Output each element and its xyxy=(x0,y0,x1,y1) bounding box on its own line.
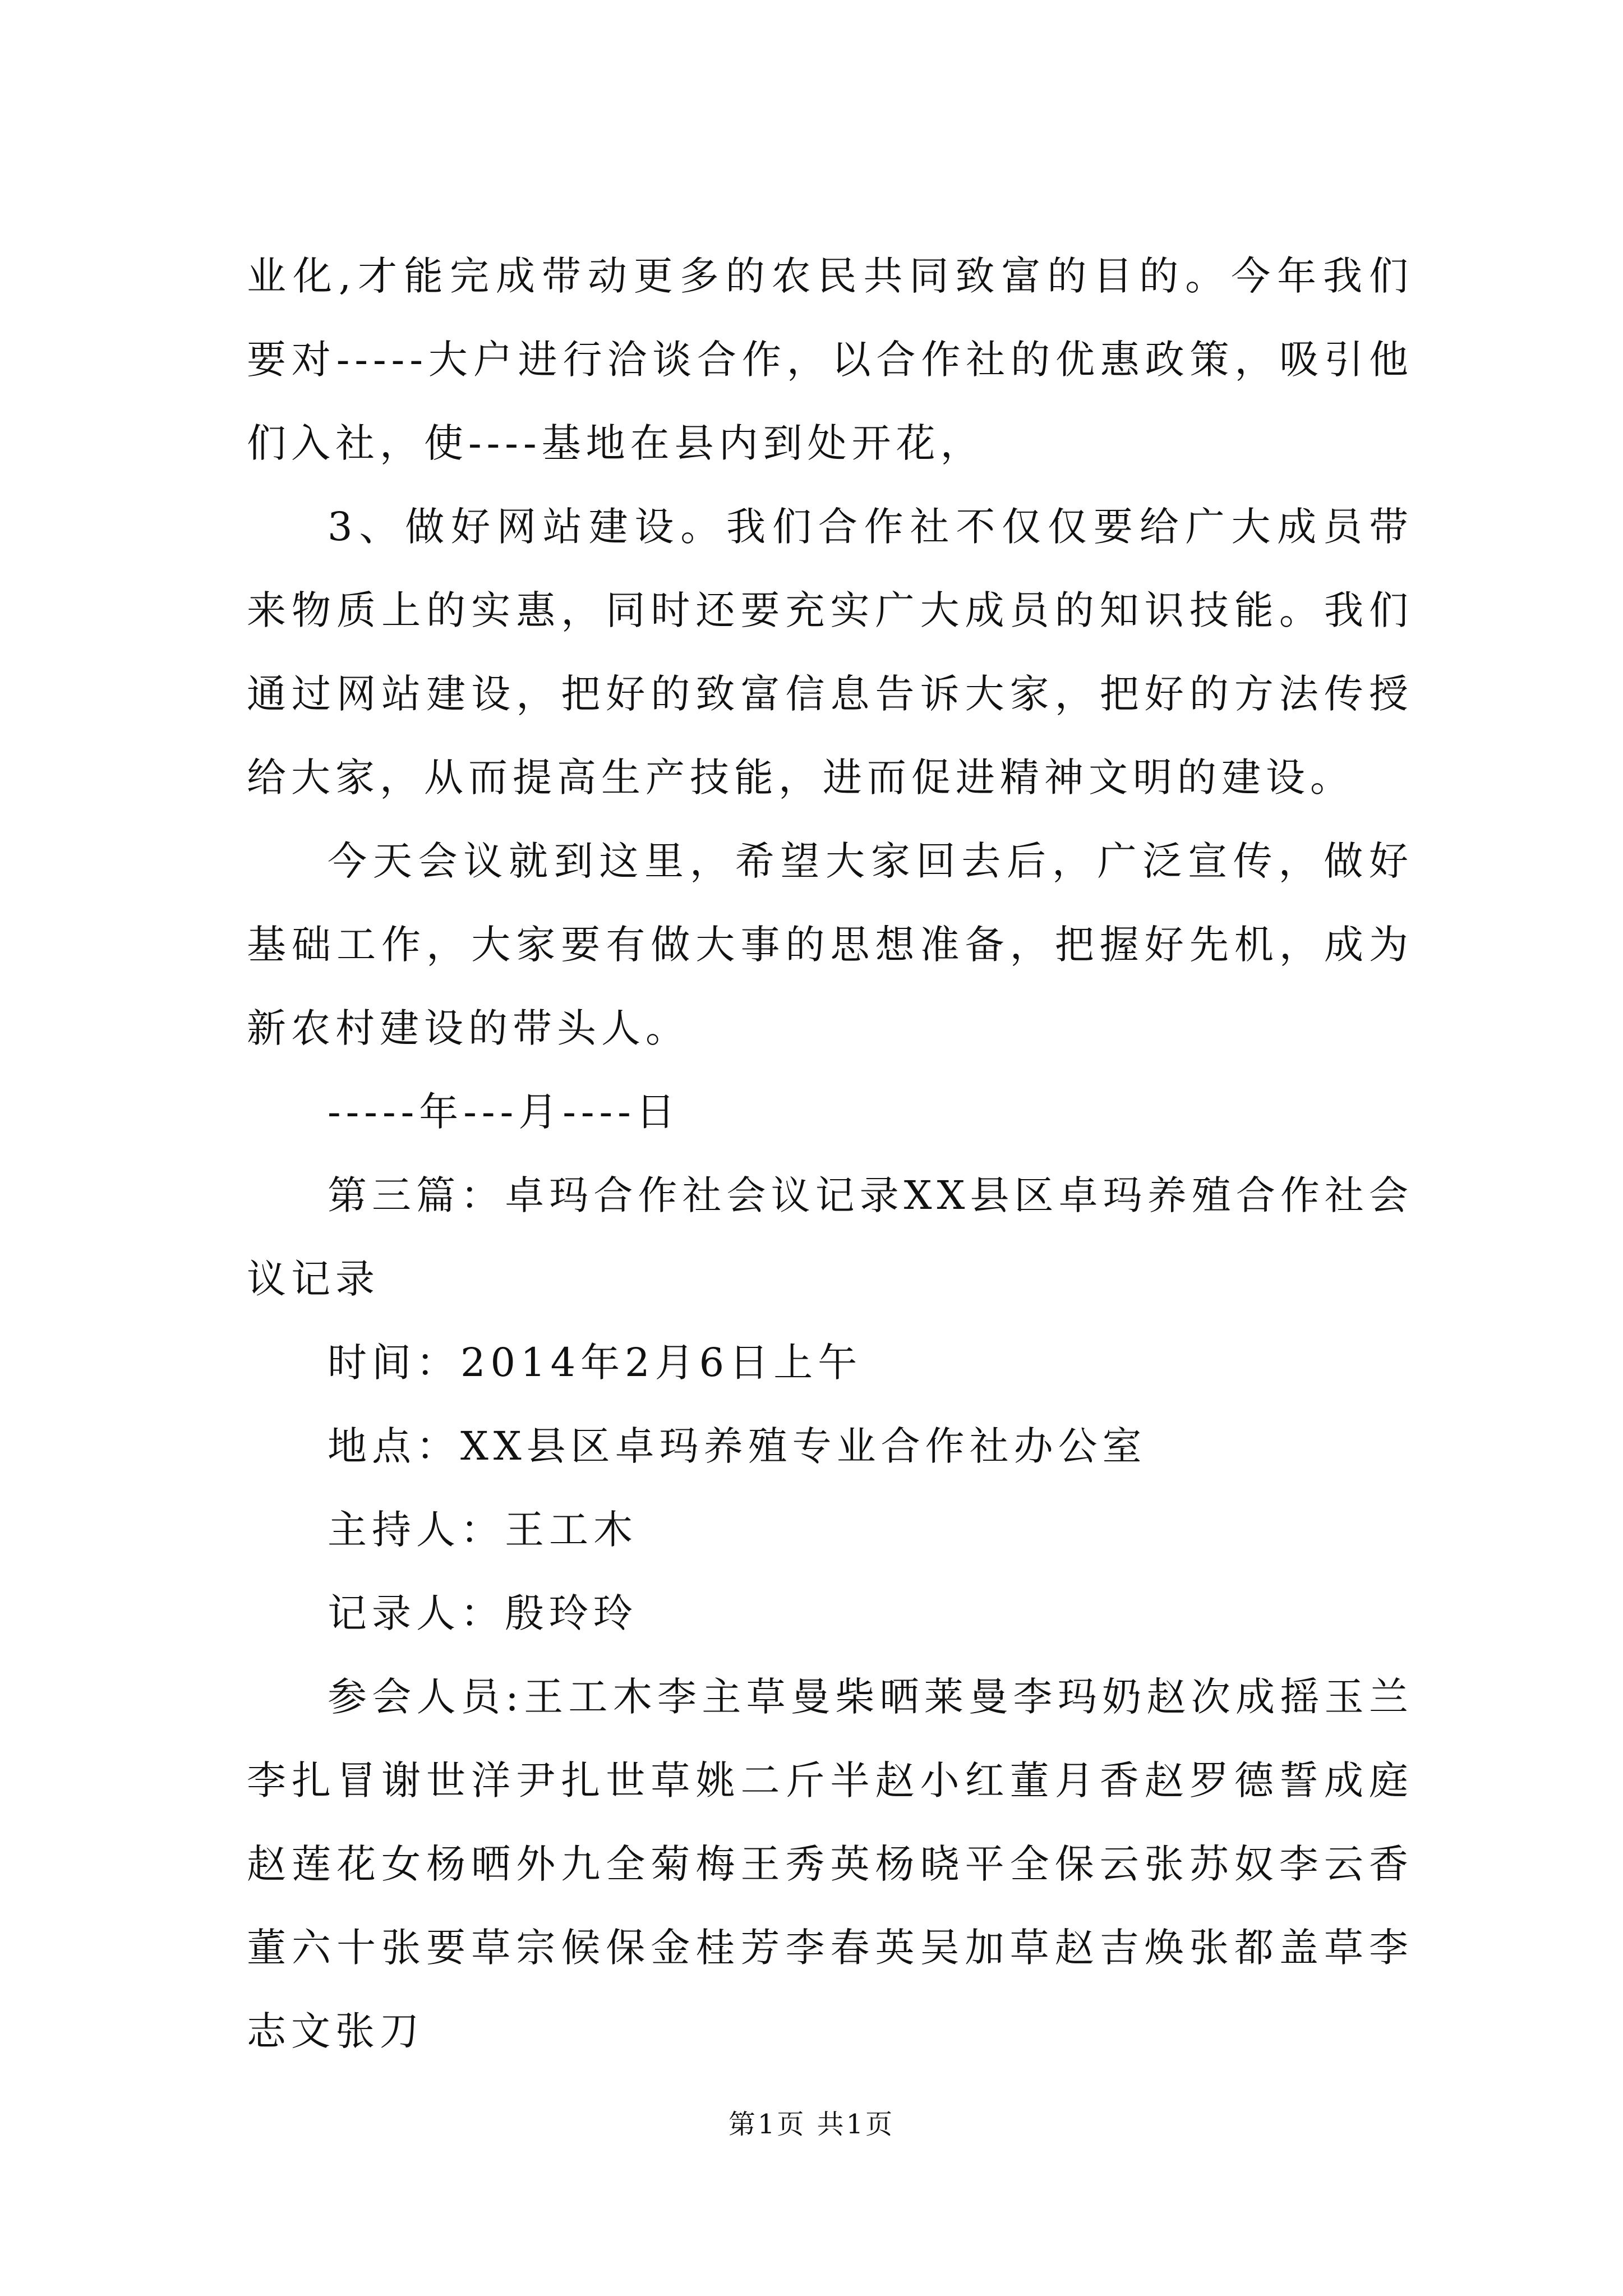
meeting-location: 地点：XX县区卓玛养殖专业合作社办公室 xyxy=(328,1423,1147,1469)
body-paragraph-1: 业化,才能完成带动更多的农民共同致富的目的。今年我们要对-----大户进行洽谈合作，以合作社的优惠政策，吸引他们入社，使----基地在县内到处开花， xyxy=(247,253,1413,466)
meeting-recorder: 记录人：殷玲玲 xyxy=(328,1590,638,1636)
page-footer: 第1页 共1页 xyxy=(728,2109,895,2140)
meeting-host: 主持人：王工木 xyxy=(328,1507,638,1553)
attendees-list: 参会人员:王工木李主草曼柴晒莱曼李玛奶赵次成摇玉兰李扎冒谢世洋尹扎世草姚二斤半赵小红董月香赵罗德誓成庭赵莲花女杨晒外九全菊梅王秀英杨晓平全保云张苏奴李云香董六十张要草宗候保金桂芳李春英吴加草赵吉焕张都盖草李志文张刀 xyxy=(247,1674,1413,2054)
section-title: 第三篇：卓玛合作社会议记录XX县区卓玛养殖合作社会议记录 xyxy=(247,1172,1413,1302)
meeting-time: 时间：2014年2月6日上午 xyxy=(328,1340,863,1386)
body-paragraph-3: 今天会议就到这里，希望大家回去后，广泛宣传，做好基础工作，大家要有做大事的思想准备，把握好先机，成为新农村建设的带头人。 xyxy=(247,838,1413,1051)
date-line: -----年---月----日 xyxy=(328,1089,680,1135)
body-paragraph-2: 3、做好网站建设。我们合作社不仅仅要给广大成员带来物质上的实惠，同时还要充实广大成员的知识技能。我们通过网站建设，把好的致富信息告诉大家，把好的方法传授给大家，从而提高生产技能，进而促进精神文明的建设。 xyxy=(247,504,1413,800)
document-body xyxy=(247,234,1413,2073)
